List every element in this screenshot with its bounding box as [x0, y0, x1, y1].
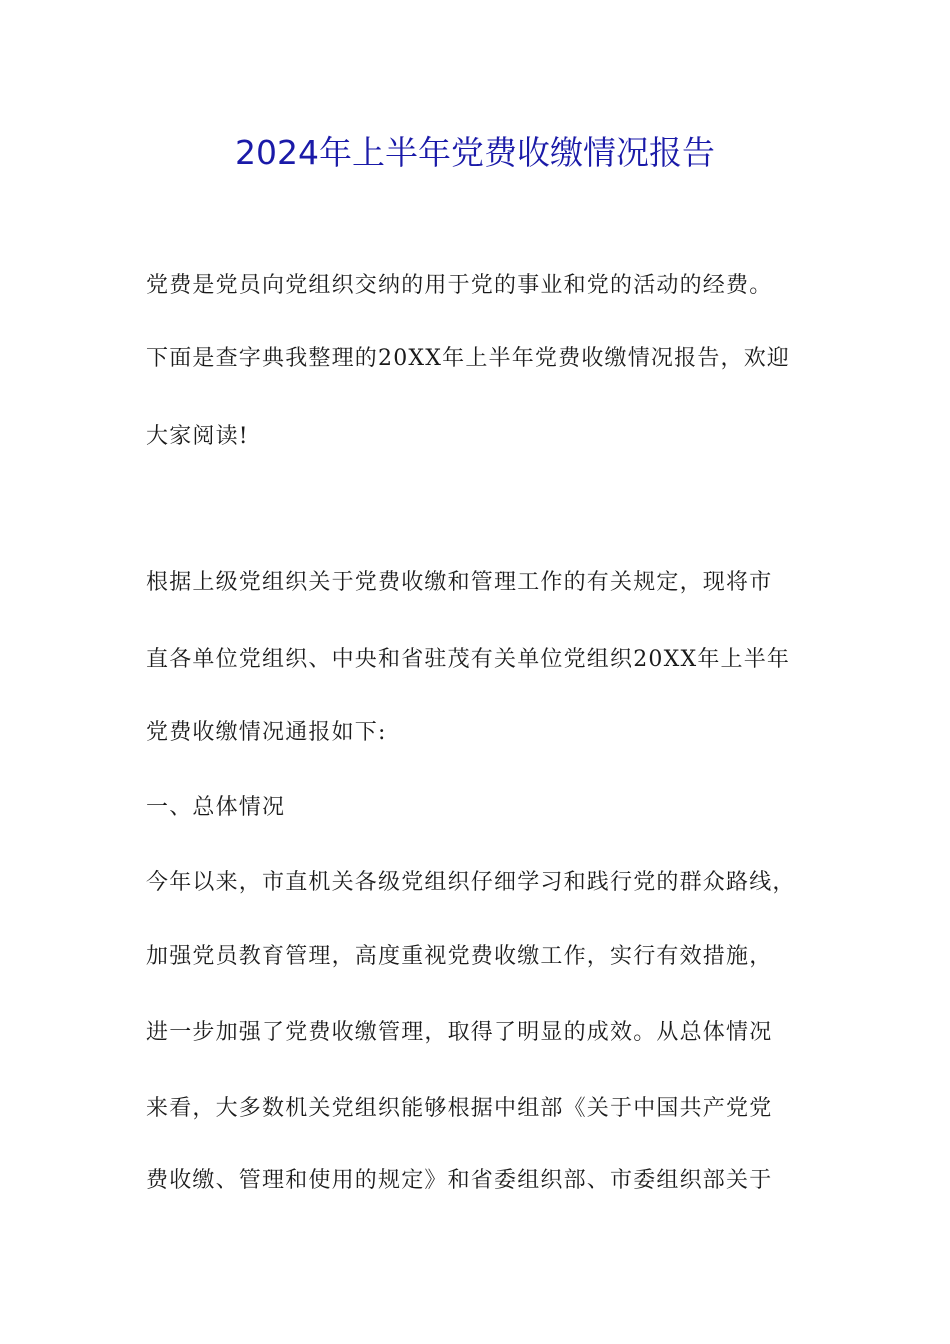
paragraph-line: 来看，大多数机关党组织能够根据中组部《关于中国共产党党 [146, 1096, 773, 1121]
paragraph-line: 下面是查字典我整理的20XX年上半年党费收缴情况报告，欢迎 [146, 346, 791, 371]
section-heading: 一、总体情况 [146, 795, 286, 820]
document-title: 2024年上半年党费收缴情况报告 [235, 133, 715, 172]
paragraph-line: 党费收缴情况通报如下: [146, 720, 387, 745]
paragraph-line: 根据上级党组织关于党费收缴和管理工作的有关规定，现将市 [146, 570, 773, 595]
paragraph-line: 直各单位党组织、中央和省驻茂有关单位党组织20XX年上半年 [146, 647, 791, 672]
paragraph-line: 费收缴、管理和使用的规定》和省委组织部、市委组织部关于 [146, 1168, 773, 1193]
paragraph-line: 今年以来，市直机关各级党组织仔细学习和践行党的群众路线， [146, 870, 796, 895]
paragraph-line: 大家阅读! [146, 424, 249, 449]
paragraph-line: 加强党员教育管理，高度重视党费收缴工作，实行有效措施， [146, 944, 773, 969]
paragraph-line: 进一步加强了党费收缴管理，取得了明显的成效。从总体情况 [146, 1020, 773, 1045]
paragraph-line: 党费是党员向党组织交纳的用于党的事业和党的活动的经费。 [146, 273, 773, 298]
